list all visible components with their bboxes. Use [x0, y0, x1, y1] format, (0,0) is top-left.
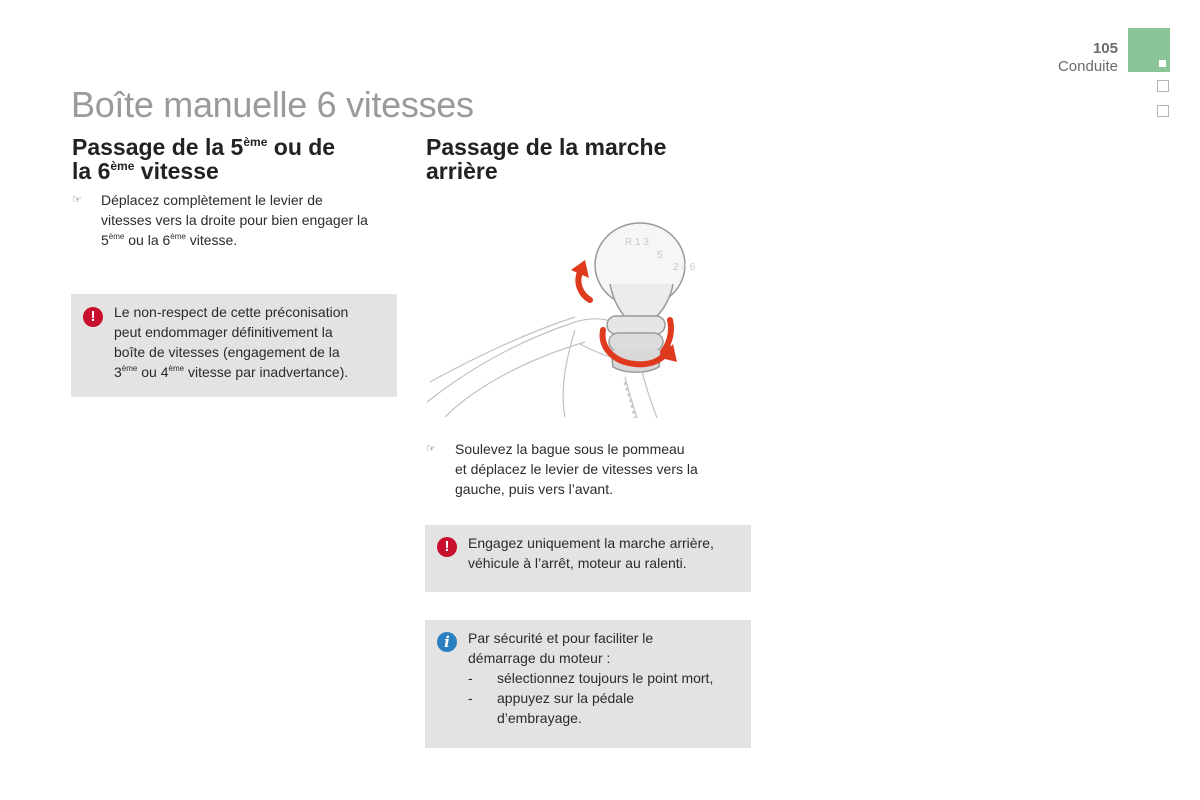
warning-text: Engagez uniquement la marche arrière, véhicule à l’arrêt, moteur au ralenti.: [468, 535, 714, 571]
bullet-text: Soulevez la bague sous le pommeau et déplacez le levier de vitesses vers la gauche, puis vers l’avant.: [455, 441, 698, 497]
bullet-text: Déplacez complètement le levier de vitesses vers la droite pour bien engager la 5ème ou la 6ème vitesse.: [101, 192, 368, 248]
info-icon: i: [437, 632, 457, 652]
page-number: 105: [1092, 40, 1118, 57]
pointing-hand-icon: ☞: [72, 194, 82, 206]
heading-fifth-sixth-gear: Passage de la 5ème ou de la 6ème vitesse: [72, 134, 336, 184]
warning-box-gearbox: [71, 294, 397, 397]
exclamation-icon: !: [437, 537, 457, 557]
info-box-start: [425, 620, 751, 748]
chapter-tab-3[interactable]: [1157, 105, 1169, 117]
gear-lever-reverse-ring-illustration: [425, 212, 725, 418]
bullet-fifth-sixth: [72, 190, 402, 252]
svg-text:R 1 3: R 1 3: [625, 237, 649, 248]
bullet-reverse: [426, 439, 756, 501]
svg-text:5: 5: [657, 250, 663, 261]
chapter-tab-2[interactable]: [1157, 80, 1169, 92]
page-title: Boîte manuelle 6 vitesses: [71, 84, 474, 125]
exclamation-icon: !: [83, 307, 103, 327]
pointing-hand-icon: ☞: [426, 443, 436, 455]
chapter-tab-active[interactable]: [1128, 28, 1170, 72]
svg-text:2 4 6: 2 4 6: [673, 262, 696, 273]
section-name: Conduite: [1057, 58, 1118, 75]
warning-text: Le non-respect de cette préconisation peut endommager définitivement la boîte de vitesses (engagement de la 3ème ou 4ème vitesse par inadvertance).: [114, 304, 349, 380]
heading-reverse-gear: Passage de la marche arrière: [426, 134, 667, 184]
info-text: Par sécurité et pour faciliter le démarrage du moteur : - sélectionnez toujours le point mort, - appuyez sur la pédale d’embrayage.: [468, 630, 714, 726]
tab-marker-icon: [1159, 60, 1166, 67]
warning-box-reverse: [425, 525, 751, 592]
